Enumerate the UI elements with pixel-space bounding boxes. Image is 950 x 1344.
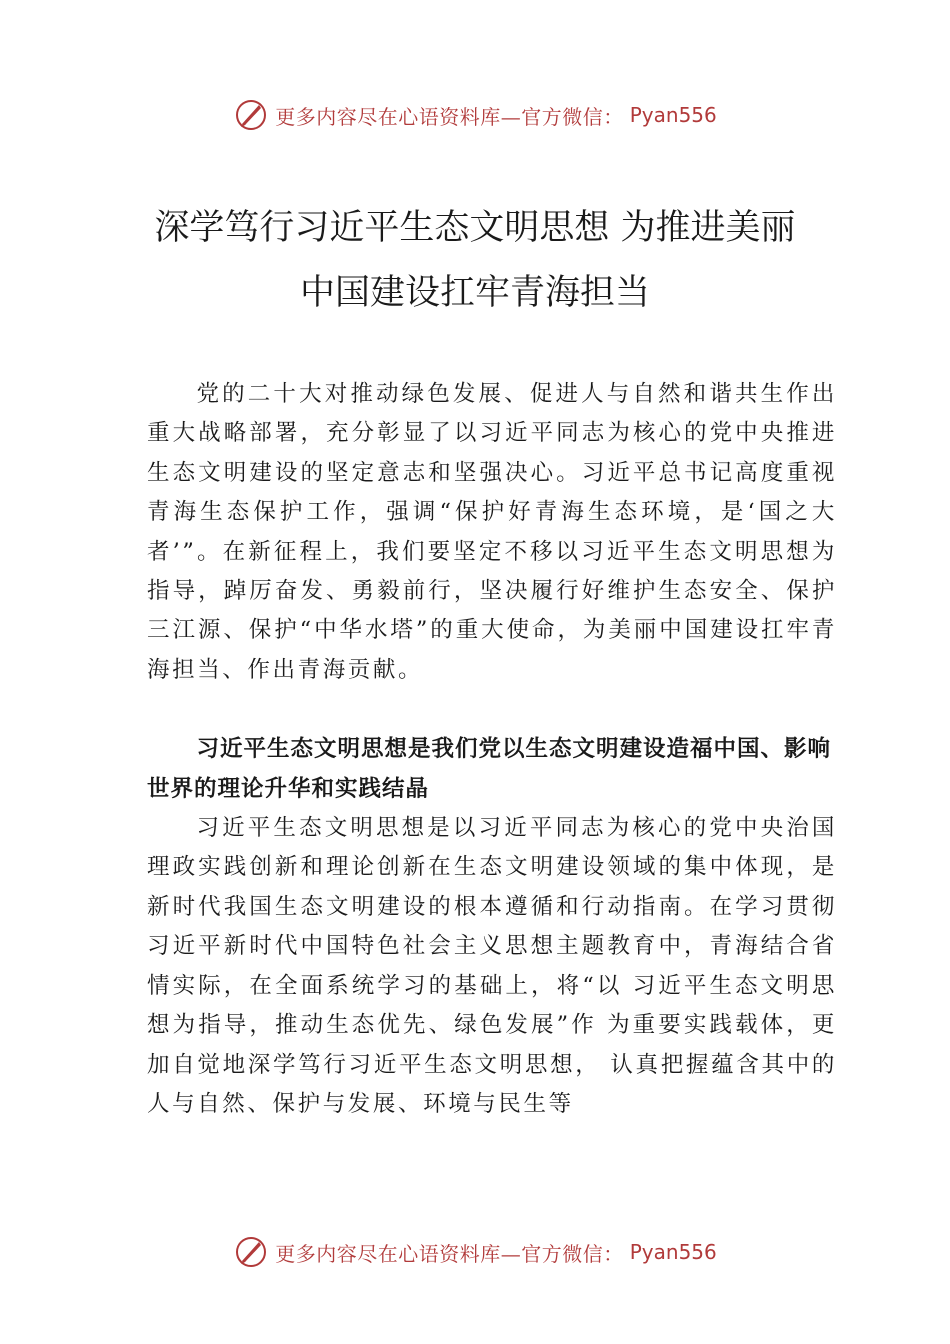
banner-contact: Pyan556 xyxy=(629,1240,717,1264)
section-paragraph: 习近平生态文明思想是以习近平同志为核心的党中央治国理政实践创新和理论创新在生态文明建设领域的集中体现，是新时代我国生态文明建设的根本遵循和行动指南。在学习贯彻习近平新时代中国特色社会主义思想主题教育中，青海结合省情实际，在全面系统学习的基础上，将“以 习近平生态文明思想为指导，推动生态优先、绿色发展”作 为重要实践载体，更加自觉地深学笃行习近平生态文明思想， 认真把握蕴含其中的人与自然、保护与发展、环境与民生等 xyxy=(147,815,837,1117)
document-body xyxy=(147,375,837,1124)
banner-text: 更多内容尽在心语资料库—官方微信： xyxy=(275,104,624,129)
quill-logo-icon xyxy=(233,97,269,133)
header-banner xyxy=(0,95,950,135)
section-heading: 习近平生态文明思想是我们党以生态文明建设造福中国、影响世界的理论升华和实践结晶 xyxy=(147,736,832,802)
quill-logo-icon xyxy=(233,1234,269,1270)
banner-contact: Pyan556 xyxy=(629,103,717,127)
document-title-line1: 深学笃行习近平生态文明思想 为推进美丽 xyxy=(154,208,796,248)
banner-text: 更多内容尽在心语资料库—官方微信： xyxy=(275,1241,624,1266)
document-title-line2: 中国建设扛牢青海担当 xyxy=(299,273,650,313)
paragraph-gap xyxy=(147,690,837,730)
intro-paragraph: 党的二十大对推动绿色发展、促进人与自然和谐共生作出重大战略部署，充分彰显了以习近平同志为核心的党中央推进生态文明建设的坚定意志和坚强决心。习近平总书记高度重视青海生态保护工作，强调“保护好青海生态环境，是‘国之大者’”。在新征程上，我们要坚定不移以习近平生态文明思想为指导，踔厉奋发、勇毅前行，坚决履行好维护生态安全、保护三江源、保护“中华水塔”的重大使命，为美丽中国建设扛牢青海担当、作出青海贡献。 xyxy=(147,381,837,683)
footer-banner xyxy=(0,1232,950,1272)
